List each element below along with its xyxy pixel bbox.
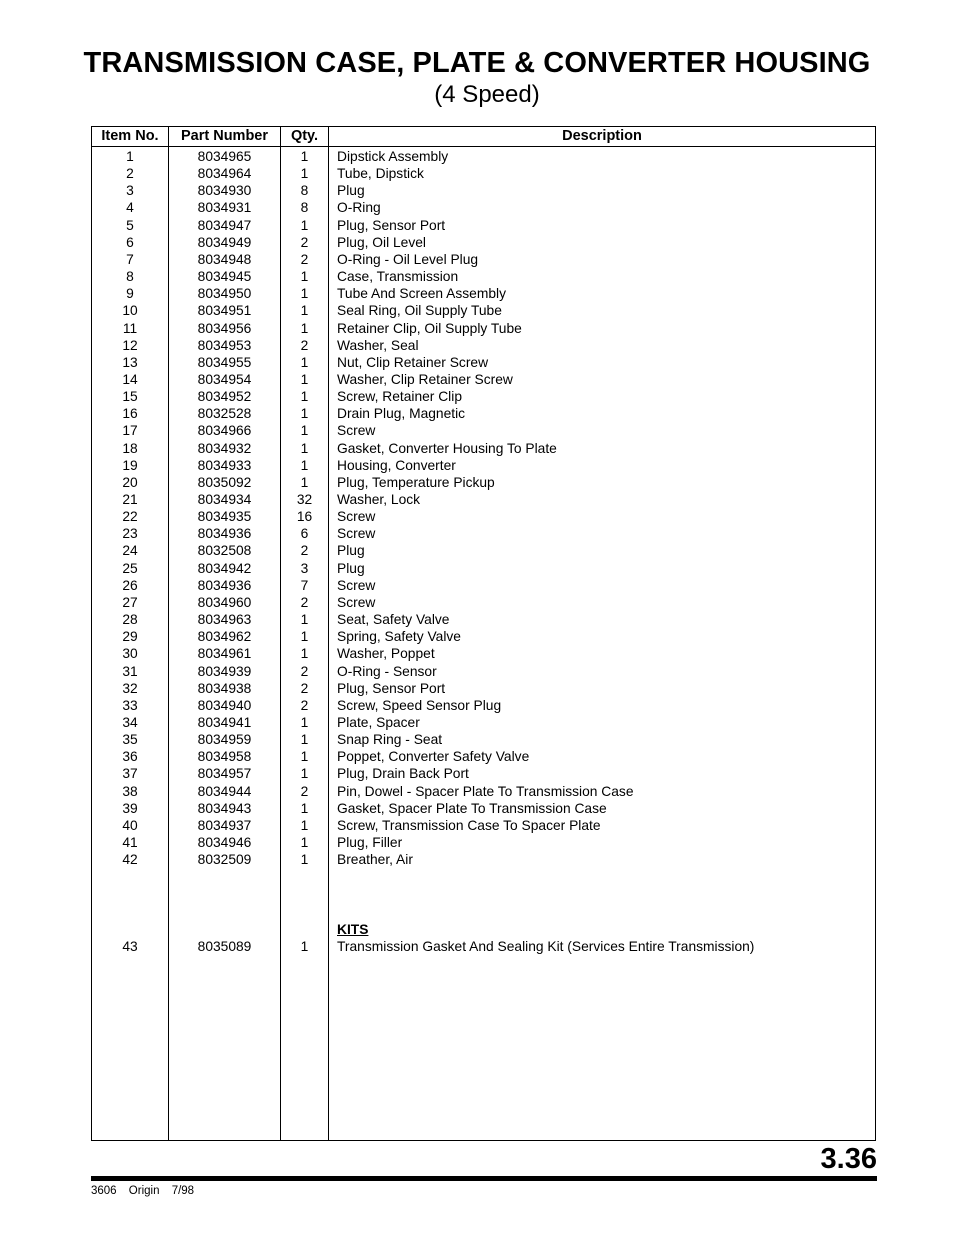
description: O-Ring - Oil Level Plug <box>337 251 479 267</box>
item-no: 40 <box>122 817 138 833</box>
table-row <box>92 611 875 628</box>
part-number: 8034964 <box>197 166 252 182</box>
item-no: 25 <box>122 560 138 576</box>
description: Nut, Clip Retainer Screw <box>337 354 489 370</box>
description: Screw <box>337 509 376 525</box>
item-no: 17 <box>122 423 138 439</box>
quantity: 1 <box>300 371 309 387</box>
part-number: 8034943 <box>197 800 252 816</box>
part-number: 8034932 <box>197 440 252 456</box>
table-row <box>92 422 875 439</box>
quantity: 1 <box>300 612 309 628</box>
part-number: 8034944 <box>197 783 252 799</box>
description: Case, Transmission <box>337 269 459 285</box>
item-no: 10 <box>122 303 138 319</box>
table-row <box>92 731 875 748</box>
footer-origin: Origin <box>128 1185 160 1197</box>
header-divider <box>92 146 875 147</box>
table-row <box>92 542 875 559</box>
part-number: 8034960 <box>197 594 252 610</box>
item-no: 14 <box>122 371 138 387</box>
kits-heading: KITS <box>337 922 369 937</box>
part-number: 8034952 <box>197 389 252 405</box>
description: Pin, Dowel - Spacer Plate To Transmission Case <box>337 783 634 799</box>
description: Tube, Dipstick <box>337 166 424 182</box>
description: Plug, Temperature Pickup <box>337 474 495 490</box>
part-number: 8034959 <box>197 732 252 748</box>
quantity: 1 <box>300 835 309 850</box>
description: Seal Ring, Oil Supply Tube <box>337 303 502 319</box>
item-no: 15 <box>122 389 138 405</box>
quantity: 1 <box>300 852 309 868</box>
item-no: 41 <box>122 835 138 850</box>
quantity: 2 <box>300 234 309 250</box>
description: Dipstick Assembly <box>337 149 449 164</box>
table-row <box>92 302 875 319</box>
quantity: 1 <box>300 714 309 730</box>
part-number: 8034935 <box>197 509 252 525</box>
quantity: 2 <box>300 783 309 799</box>
table-row <box>92 834 875 851</box>
description: Washer, Lock <box>337 492 421 507</box>
quantity: 1 <box>300 817 309 833</box>
table-row <box>92 628 875 645</box>
table-row <box>92 371 875 388</box>
description: Plug <box>337 543 365 559</box>
table-row <box>92 440 875 457</box>
item-no: 36 <box>122 749 138 765</box>
table-row <box>92 337 875 354</box>
part-number: 8034945 <box>197 269 252 285</box>
item-no: 27 <box>122 594 138 610</box>
quantity: 1 <box>300 389 309 405</box>
table-row <box>92 199 875 216</box>
item-no: 5 <box>126 217 134 233</box>
description: Spring, Safety Valve <box>337 629 461 645</box>
table-row <box>92 525 875 542</box>
item-no: 16 <box>122 406 138 422</box>
part-number: 8035089 <box>197 939 252 954</box>
description: O-Ring <box>337 200 381 216</box>
header-item-no: Item No. <box>101 128 159 144</box>
parts-table <box>91 126 876 1141</box>
header-description: Description <box>562 128 642 144</box>
item-no: 30 <box>122 646 138 662</box>
part-number: 8032509 <box>197 852 252 868</box>
table-row <box>92 165 875 182</box>
description: Snap Ring - Seat <box>337 732 443 748</box>
quantity: 1 <box>300 732 309 748</box>
part-number: 8034953 <box>197 337 252 353</box>
table-row <box>92 938 875 955</box>
part-number: 8032528 <box>197 406 252 422</box>
item-no: 34 <box>122 714 138 730</box>
description: Breather, Air <box>337 852 413 868</box>
footer-code: 3606 <box>91 1185 117 1197</box>
table-row <box>92 765 875 782</box>
item-no: 19 <box>122 457 138 473</box>
footer-rule <box>91 1176 877 1181</box>
description: Drain Plug, Magnetic <box>337 406 466 422</box>
part-number: 8034941 <box>197 714 252 730</box>
table-row <box>92 320 875 337</box>
table-row <box>92 217 875 234</box>
table-row <box>92 851 875 868</box>
quantity: 1 <box>300 440 309 456</box>
quantity: 16 <box>296 509 313 525</box>
quantity: 1 <box>300 320 309 336</box>
description: Screw, Transmission Case To Spacer Plate <box>337 817 601 833</box>
quantity: 1 <box>300 800 309 816</box>
quantity: 1 <box>300 474 309 490</box>
quantity: 2 <box>300 680 309 696</box>
description: Washer, Poppet <box>337 646 435 662</box>
part-number: 8034940 <box>197 697 252 713</box>
part-number: 8032508 <box>197 543 252 559</box>
description: Seat, Safety Valve <box>337 612 450 628</box>
item-no: 42 <box>122 852 138 868</box>
item-no: 8 <box>126 269 134 285</box>
description: Plug <box>337 183 365 199</box>
quantity: 1 <box>300 629 309 645</box>
description: Screw, Speed Sensor Plug <box>337 697 502 713</box>
quantity: 1 <box>300 766 309 782</box>
table-row <box>92 800 875 817</box>
part-number: 8034955 <box>197 354 252 370</box>
part-number: 8034936 <box>197 577 252 593</box>
page-title: TRANSMISSION CASE, PLATE & CONVERTER HOUSING <box>83 47 871 79</box>
quantity: 7 <box>300 577 309 593</box>
item-no: 3 <box>126 183 134 199</box>
description: Housing, Converter <box>337 457 456 473</box>
item-no: 26 <box>122 577 138 593</box>
item-no: 29 <box>122 629 138 645</box>
part-number: 8034942 <box>197 560 252 576</box>
table-row <box>92 714 875 731</box>
description: Plug, Sensor Port <box>337 217 446 233</box>
table-row <box>92 405 875 422</box>
item-no: 39 <box>122 800 138 816</box>
item-no: 18 <box>122 440 138 456</box>
part-number: 8034961 <box>197 646 252 662</box>
part-number: 8034937 <box>197 817 252 833</box>
table-row <box>92 285 875 302</box>
part-number: 8034966 <box>197 423 252 439</box>
table-row <box>92 148 875 165</box>
table-row <box>92 577 875 594</box>
quantity: 2 <box>300 697 309 713</box>
quantity: 6 <box>300 526 309 542</box>
item-no: 35 <box>122 732 138 748</box>
part-number: 8034965 <box>197 149 252 164</box>
quantity: 8 <box>300 200 309 216</box>
table-row <box>92 508 875 525</box>
page-number: 3.36 <box>820 1143 877 1175</box>
item-no: 32 <box>122 680 138 696</box>
item-no: 4 <box>126 200 134 216</box>
description: Plug, Drain Back Port <box>337 766 469 782</box>
description: O-Ring - Sensor <box>337 663 437 679</box>
part-number: 8035092 <box>197 474 252 490</box>
item-no: 28 <box>122 612 138 628</box>
quantity: 1 <box>300 354 309 370</box>
item-no: 20 <box>122 474 138 490</box>
item-no: 9 <box>126 286 134 302</box>
quantity: 1 <box>300 286 309 302</box>
quantity: 1 <box>300 457 309 473</box>
item-no: 31 <box>122 663 138 679</box>
quantity: 1 <box>300 406 309 422</box>
item-no: 6 <box>126 234 134 250</box>
table-row <box>92 680 875 697</box>
quantity: 2 <box>300 337 309 353</box>
page-subtitle: (4 Speed) <box>434 81 540 108</box>
part-number: 8034947 <box>197 217 252 233</box>
quantity: 32 <box>296 492 313 507</box>
quantity: 2 <box>300 251 309 267</box>
footer <box>91 1185 203 1197</box>
quantity: 1 <box>300 423 309 439</box>
quantity: 1 <box>300 269 309 285</box>
part-number: 8034934 <box>197 492 252 507</box>
description: Transmission Gasket And Sealing Kit (Services Entire Transmission) <box>337 939 755 954</box>
part-number: 8034946 <box>197 835 252 850</box>
item-no: 33 <box>122 697 138 713</box>
quantity: 2 <box>300 543 309 559</box>
quantity: 1 <box>300 217 309 233</box>
description: Screw <box>337 526 376 542</box>
table-row <box>92 491 875 508</box>
table-row <box>92 388 875 405</box>
table-row <box>92 817 875 834</box>
description: Plug, Filler <box>337 835 403 850</box>
table-row <box>92 645 875 662</box>
table-row <box>92 748 875 765</box>
item-no: 13 <box>122 354 138 370</box>
description: Retainer Clip, Oil Supply Tube <box>337 320 522 336</box>
quantity: 1 <box>300 149 309 164</box>
table-row <box>92 234 875 251</box>
item-no: 21 <box>122 492 138 507</box>
part-number: 8034949 <box>197 234 252 250</box>
part-number: 8034930 <box>197 183 252 199</box>
quantity: 1 <box>300 166 309 182</box>
part-number: 8034950 <box>197 286 252 302</box>
item-no: 22 <box>122 509 138 525</box>
description: Gasket, Converter Housing To Plate <box>337 440 557 456</box>
table-row <box>92 251 875 268</box>
item-no: 43 <box>122 939 138 954</box>
part-number: 8034963 <box>197 612 252 628</box>
quantity: 1 <box>300 646 309 662</box>
item-no: 2 <box>126 166 134 182</box>
table-row <box>92 560 875 577</box>
description: Plug, Sensor Port <box>337 680 446 696</box>
part-number: 8034933 <box>197 457 252 473</box>
header-qty: Qty. <box>290 128 319 144</box>
part-number: 8034931 <box>197 200 252 216</box>
part-number: 8034936 <box>197 526 252 542</box>
part-number: 8034957 <box>197 766 252 782</box>
item-no: 1 <box>126 149 134 164</box>
part-number: 8034951 <box>197 303 252 319</box>
part-number: 8034939 <box>197 663 252 679</box>
table-row <box>92 268 875 285</box>
part-number: 8034956 <box>197 320 252 336</box>
description: Tube And Screen Assembly <box>337 286 506 302</box>
description: Screw, Retainer Clip <box>337 389 462 405</box>
item-no: 11 <box>122 320 138 336</box>
table-row <box>92 354 875 371</box>
item-no: 7 <box>126 251 134 267</box>
table-row <box>92 182 875 199</box>
item-no: 12 <box>122 337 138 353</box>
table-row <box>92 474 875 491</box>
item-no: 24 <box>122 543 138 559</box>
table-row <box>92 697 875 714</box>
table-row <box>92 594 875 611</box>
table-row <box>92 783 875 800</box>
description: Poppet, Converter Safety Valve <box>337 749 530 765</box>
description: Screw <box>337 423 376 439</box>
description: Gasket, Spacer Plate To Transmission Case <box>337 800 607 816</box>
description: Screw <box>337 594 376 610</box>
description: Plug <box>337 560 365 576</box>
part-number: 8034938 <box>197 680 252 696</box>
table-row <box>92 457 875 474</box>
quantity: 2 <box>300 594 309 610</box>
item-no: 23 <box>122 526 138 542</box>
table-row <box>92 663 875 680</box>
quantity: 2 <box>300 663 309 679</box>
description: Washer, Clip Retainer Screw <box>337 371 513 387</box>
description: Plate, Spacer <box>337 714 420 730</box>
part-number: 8034948 <box>197 251 252 267</box>
item-no: 38 <box>122 783 138 799</box>
part-number: 8034954 <box>197 371 252 387</box>
description: Plug, Oil Level <box>337 234 426 250</box>
quantity: 1 <box>300 749 309 765</box>
quantity: 3 <box>300 560 309 576</box>
item-no: 37 <box>122 766 138 782</box>
description: Washer, Seal <box>337 337 419 353</box>
quantity: 1 <box>300 939 309 954</box>
description: Screw <box>337 577 376 593</box>
quantity: 1 <box>300 303 309 319</box>
quantity: 8 <box>300 183 309 199</box>
part-number: 8034958 <box>197 749 252 765</box>
header-part-number: Part Number <box>180 128 269 144</box>
part-number: 8034962 <box>197 629 252 645</box>
footer-date: 7/98 <box>171 1185 195 1197</box>
